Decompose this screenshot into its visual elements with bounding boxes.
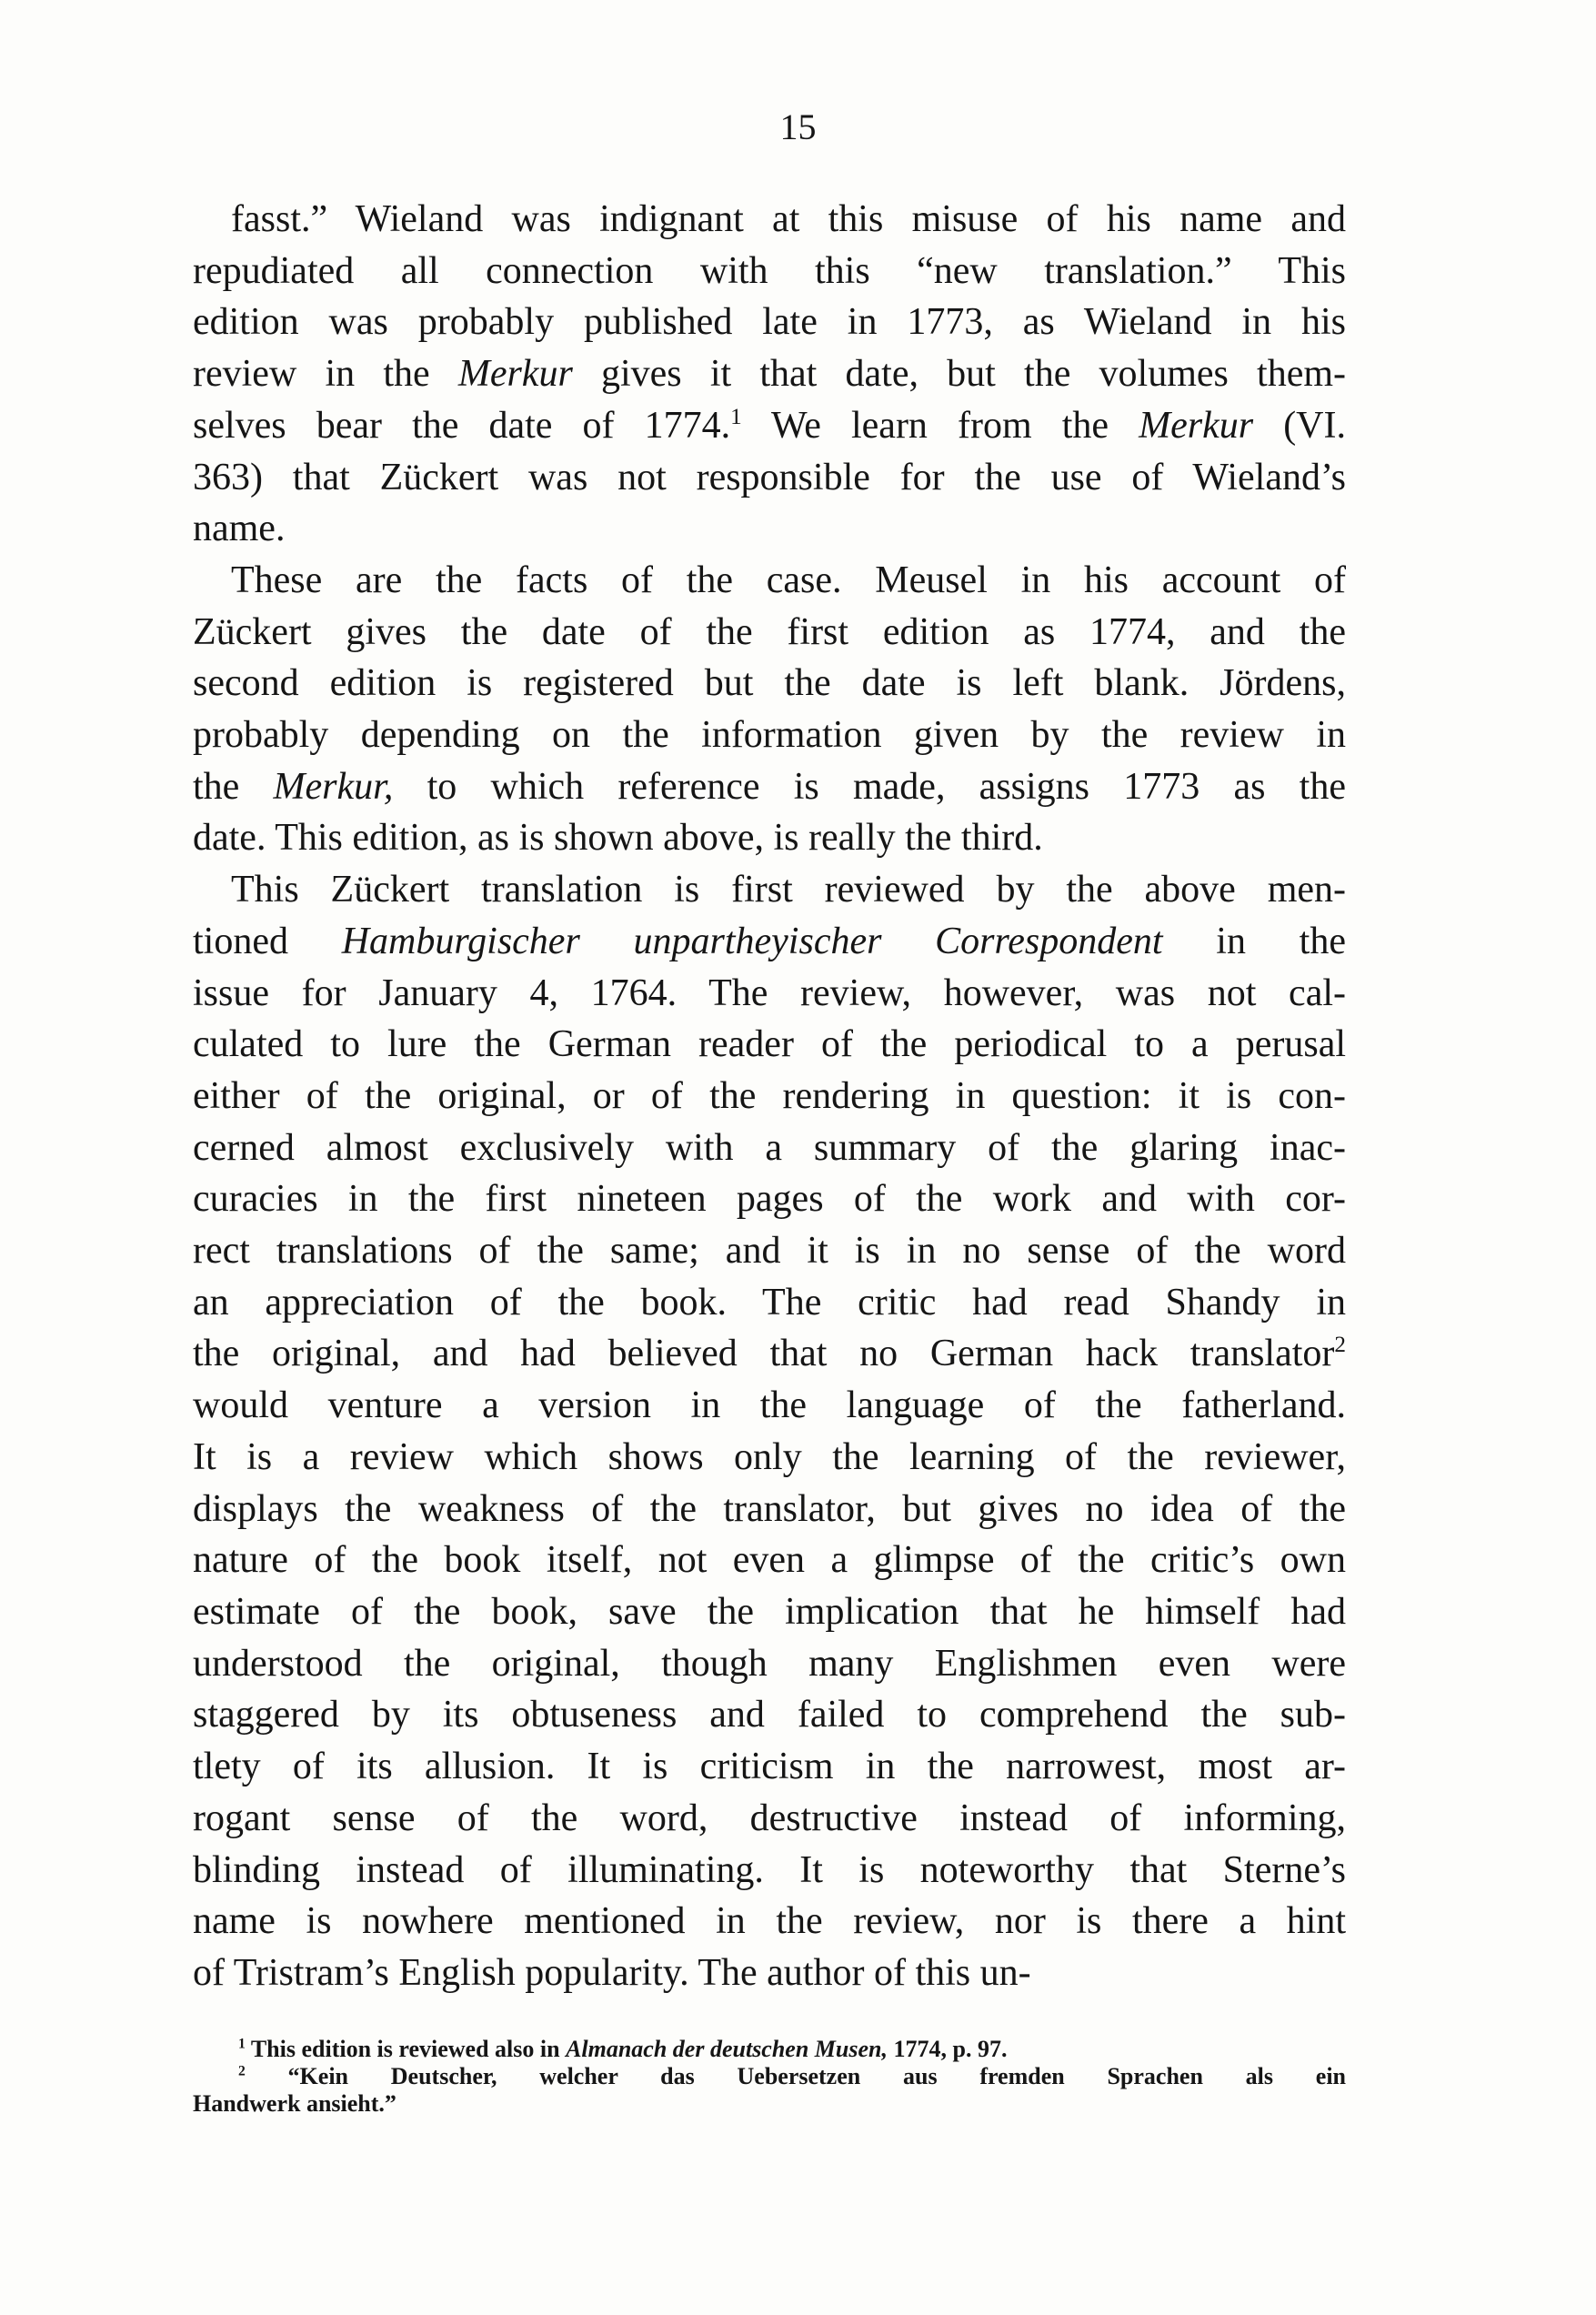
text-line: of Tristram’s English popularity. The author of this un- (193, 1951, 1031, 1994)
body-text (193, 194, 1346, 1999)
text-line: the Merkur, to which reference is made, assigns 1773 as the (193, 765, 1346, 808)
footnote-line: Handwerk ansieht.” (193, 2090, 396, 2117)
text-line: name. (193, 508, 286, 550)
text-line: fasst.” Wieland was indignant at this misuse of his name and (231, 198, 1346, 240)
text-line: Zückert gives the date of the first edition as 1774, and the (193, 610, 1346, 653)
text-line: estimate of the book, save the implication that he himself had (193, 1590, 1346, 1633)
text-line: issue for January 4, 1764. The review, however, was not cal- (193, 971, 1346, 1014)
text-line: probably depending on the information given by the review in (193, 714, 1346, 757)
footnote-line: $^2$ “Kein Deutscher, welcher das Uebersetzen aus fremden Sprachen als ein (238, 2063, 1346, 2089)
text-line: nature of the book itself, not even a glimpse of the critic’s own (193, 1539, 1346, 1582)
text-line: an appreciation of the book. The critic had read Shandy in (193, 1281, 1346, 1324)
text-line: blinding instead of illuminating. It is noteworthy that Sterne’s (193, 1848, 1346, 1891)
text-line: review in the Merkur gives it that date, but the volumes them- (193, 353, 1347, 396)
text-line: name is nowhere mentioned in the review, nor is there a hint (193, 1900, 1346, 1943)
text-line: edition was probably published late in 1773, as Wieland in his (193, 301, 1346, 344)
page-number: 15 (779, 106, 817, 147)
text-line: rogant sense of the word, destructive instead of informing, (193, 1797, 1346, 1839)
text-line: These are the facts of the case. Meusel in his account of (231, 559, 1346, 601)
paragraph-1 (193, 194, 1346, 555)
text-line: cerned almost exclusively with a summary of the glaring inac- (193, 1126, 1346, 1169)
footnote-line: $^1$ This edition is reviewed also in Almanach der deutschen Musen, 1774, p. 97. (238, 2036, 1008, 2062)
text-line: 363) that Zückert was not responsible for the use of Wieland’s (193, 456, 1346, 498)
text-line: either of the original, or of the rendering in question: it is con- (193, 1074, 1346, 1117)
text-line: understood the original, though many Englishmen even were (193, 1642, 1346, 1685)
footnote-marker: 2 (238, 2063, 246, 2079)
footnote-marker: 2 (1334, 1333, 1346, 1358)
footnote-2 (193, 2063, 1346, 2118)
text-line: the original, and had believed that no German hack translator$^2$ (193, 1333, 1346, 1375)
paragraph-3 (193, 864, 1346, 1998)
text-line: curacies in the first nineteen pages of the work and with cor- (193, 1178, 1346, 1221)
text-line: displays the weakness of the translator, but gives no idea of the (193, 1487, 1346, 1530)
text-line: would venture a version in the language of the fatherland. (193, 1384, 1346, 1427)
footnote-marker: 1 (238, 2036, 246, 2052)
text-line: tlety of its allusion. It is criticism in the narrowest, most ar- (193, 1746, 1346, 1788)
text-line: This Zückert translation is first reviewed by the above men- (231, 869, 1346, 911)
text-line: repudiated all connection with this “new translation.” This (193, 249, 1346, 292)
text-line: It is a review which shows only the learning of the reviewer, (193, 1435, 1346, 1478)
text-line: date. This edition, as is shown above, is really the third. (193, 817, 1043, 860)
footnotes (193, 2036, 1346, 2118)
footnote-marker: 1 (730, 404, 742, 429)
text-line: tioned Hamburgischer unpartheyischer Correspondent in the (193, 920, 1346, 962)
text-line: selves bear the date of 1774.$^1$ We learn from the Merkur (VI. (193, 404, 1346, 447)
text-line: culated to lure the German reader of the periodical to a perusal (193, 1023, 1346, 1066)
footnote-1 (193, 2036, 1346, 2063)
text-line: staggered by its obtuseness and failed to comprehend the sub- (193, 1694, 1346, 1736)
text-line: rect translations of the same; and it is in no sense of the word (193, 1230, 1346, 1273)
text-line: second edition is registered but the date is left blank. Jördens, (193, 662, 1346, 705)
paragraph-2 (193, 555, 1346, 864)
